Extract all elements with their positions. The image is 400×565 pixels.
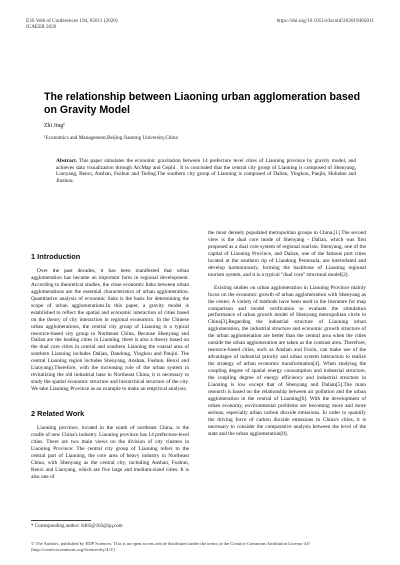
- section-heading-introduction: 1 Introduction: [31, 252, 81, 261]
- section-heading-related-work: 2 Related Work: [31, 409, 85, 419]
- right-column-paragraph-1: the most densely populated metropolitan groups in China.[1] The second view is the dual core mode of Shenyang - Dalian, which was first proposed as a dual core system of regional tourism. Shenyang, one of the capital of Liaoning Province, and Dalian, one of the famous port cities located at the southern tip of Liaodong Peninsula, are interrelated and develop harmoniously, forming the backbone of Liaoning regional tourism system, and it is a typical "dual core" structural model[2].: [208, 230, 366, 278]
- running-header-right: [277, 18, 374, 24]
- corresponding-author-footnote: * Corresponding author: 8402@163@qq.com: [31, 524, 123, 529]
- abstract: [56, 158, 356, 185]
- license-footer: © The Authors, published by EDP Sciences. This is an open access article distributed under the terms of the Creative Commons Attribution License 4.0 (http://creativecommons.org/licenses/by/4.0/).: [31, 541, 310, 552]
- paper-title: The relationship between Liaoning urban agglomeration based on Gravity Model: [44, 91, 361, 116]
- footnote-divider: [31, 520, 91, 521]
- related-work-paragraph: Liaoning province, located in the south of northeast China, is the cradle of new China's industry. Liaoning province has 14 prefecture-level cities. There are two main views on the division of city clusters in Liaoning Province: The central city group of Liaoning refers to the central part of Liaoning, the core area of heavy industry in Northeast China, with Shenyang as the central city, including Anshan, Fushun, Benxi and Liaoyang, which are five large and medium-sized cities. It is also one of: [31, 425, 189, 480]
- right-column-paragraph-2: Existing studies on urban agglomeration in Liaoning Province mainly focus on the economic growth of urban agglomeration with Shenyang as the center. A variety of methods have been used in the literature for map comparison and model verification to evaluate the simulation performance of urban growth model of Shenyang metropolitan circle in China[3].Regarding the industrial structure of Liaoning urban agglomeration, the industrial structure and economic growth structure of the urban agglomeration are better than the central area when the cities outside the urban agglomeration are taken as the contrast area. Therefore, resource-based cities, such as Anshan and Fuxin, can make use of the advantages of industrial priority and urban system interaction to realize the strategy of urban economic transformation[4]. When studying the coupling degree of spatial energy consumption and industrial structure, the coupling degree of energy efficiency and industrial structure in Liaoning is low except that of Shenyang and Dalian[5].The main research is based on the relationship between air pollution and the urban agglomeration in the central of Liaoning[6]. With the development of urban economy, environmental problems are becoming more and more serious, especially urban carbon dioxide emissions. In order to quantify the driving force of carbon dioxide emissions in China's cities, it is necessary to consider the comparative analysis between the level of the state and the urban agglomeration[8].: [208, 284, 366, 437]
- author-name: Zhi Jing¹: [44, 123, 65, 129]
- abstract-text: This paper simulates the economic gravitation between 14 prefecture level cities of Liaoning province by gravity model, and achieves data visualization through ArcMap and Gephi . It is concluded that the central city group of Liaoning is composed of Shenyang, Liaoyang, Benxi, Anshan, Fushun and Tieling.The southern city group of Liaoning is composed of Dalian, Yingkou, Panjin, Huludao and Jinzhou.: [56, 158, 356, 185]
- conference-name: ICAEER 2020: [26, 24, 57, 31]
- abstract-label: Abstract.: [56, 158, 78, 164]
- doi-link[interactable]: https://doi.org/10.1051/e3sconf/202019405011: [276, 18, 374, 24]
- introduction-paragraph: Over the past decades, it has been manifested that urban agglomeration has became an important form in regional development. According to theoretical studies, the close economic links between urban agglomerations are the essential characteristics of urban agglomeration. Quantitative analysis of economic links is the basis for determining the scope of urban agglomerations.In this paper, a gravity model is established to reflect the spatial and economic interaction of cities based on the theory of city interaction in regional economics. In the Chinese urban agglomerations, the central city group of Liaoning is a typical resource-based city group in Northeast China, Because Shenyang and Dalian are the leading cities in Liaoning, there is also a theory based on the dual core cities in central and southern Liaoning the coastal area of southern Liaoning includes Dalian, Dandong, Yingkou and Panjin. The central Liaoning region includes Shenyang, Anshan, Fushun, Benxi and Liaoyang).Therefore, with the increasing role of the urban system in revitalizing the old industrial base in Northeast China, it is necessary to study the spatial economic structure and hierarchical structure of the city. We take Liaoning Province as an example to make an empirical analysis.: [31, 267, 189, 393]
- author-affiliation: ¹Economics and Management,Beijing Jiaotong University,China: [44, 135, 178, 141]
- left-column: [31, 232, 189, 487]
- right-column: [208, 230, 366, 444]
- journal-citation: E3S Web of Conferences 194, 05011 (2020): [26, 18, 118, 24]
- running-header-left: [26, 18, 118, 31]
